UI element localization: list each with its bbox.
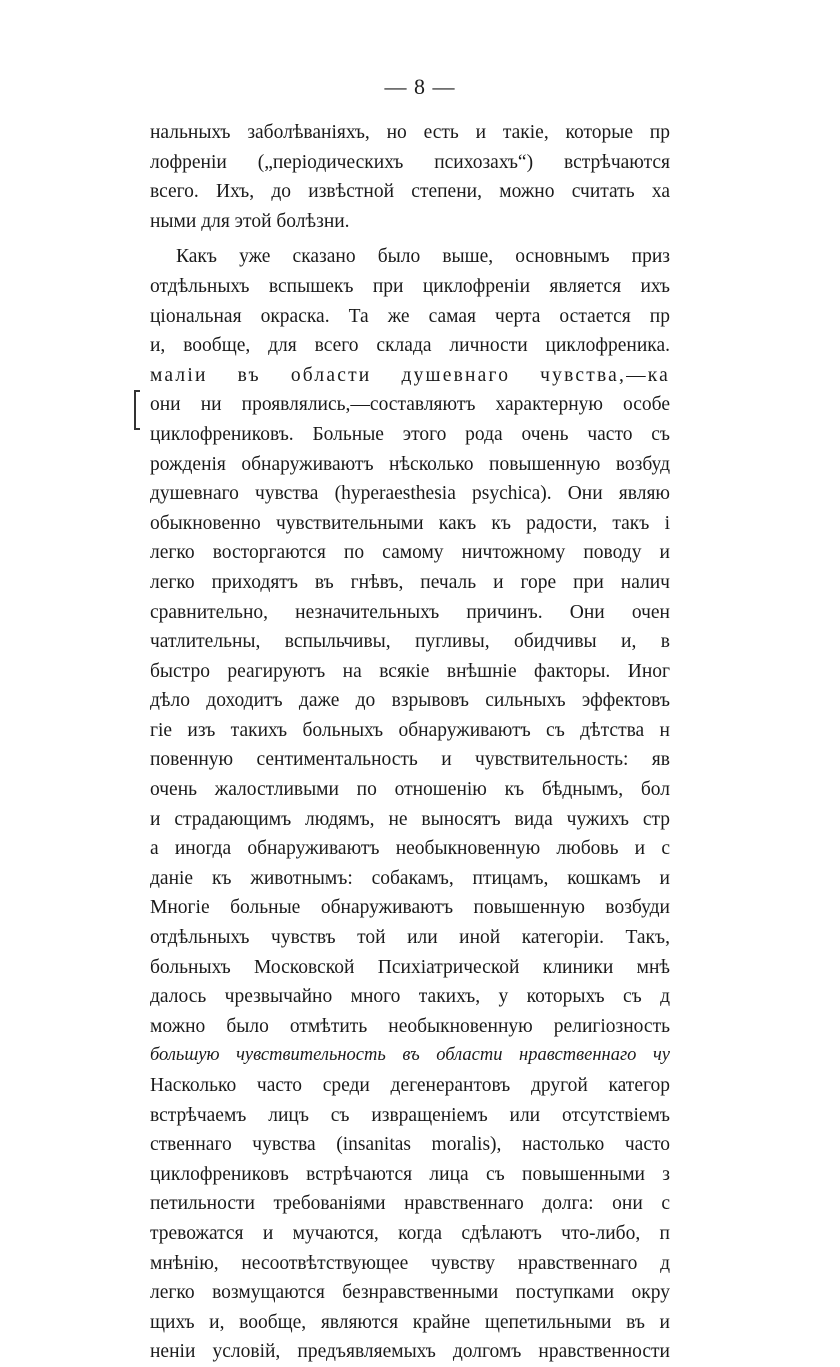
text-line: щихъ и, вообще, являются крайне щепетильными въ и: [150, 1311, 670, 1333]
text-line: большую чувствительность въ области нравственнаго чу: [150, 1045, 670, 1066]
text-column: [150, 118, 670, 1363]
text-line: они ни проявлялись,—составляютъ характерную особе: [150, 394, 670, 416]
text-line: легко восторгаются по самому ничтожному поводу и: [150, 542, 670, 564]
text-line: дѣло доходитъ даже до взрывовъ сильныхъ эффектовъ: [150, 690, 670, 712]
text-line: неніи условій, предъявляемыхъ долгомъ нравственности: [150, 1341, 670, 1363]
text-line: отдѣльныхъ вспышекъ при циклофреніи является ихъ: [150, 275, 670, 297]
text-line: маліи въ области душевнаго чувства,—ка: [150, 364, 670, 386]
text-line: Многіе больные обнаруживаютъ повышенную возбуди: [150, 897, 670, 919]
text-line: встрѣчаемъ лицъ съ извращеніемъ или отсутствіемъ: [150, 1104, 670, 1126]
text-line: обыкновенно чувствительными какъ къ радости, такъ і: [150, 512, 670, 534]
text-line: душевнаго чувства (hyperaesthesia psychica). Они являю: [150, 483, 670, 505]
text-line: нальныхъ заболѣваніяхъ, но есть и такіе, которые пр: [150, 122, 670, 143]
text-line: больныхъ Московской Психіатрической клиники мнѣ: [150, 956, 670, 978]
text-line: лофреніи („періодическихъ психозахъ“) встрѣчаются: [150, 151, 670, 173]
text-line: а иногда обнаруживаютъ необыкновенную любовь и с: [150, 838, 670, 860]
text-line: легко возмущаются безнравственными поступками окру: [150, 1282, 670, 1304]
page-number: — 8 —: [384, 74, 456, 99]
text-line: рожденія обнаруживаютъ нѣсколько повышенную возбуд: [150, 453, 670, 475]
text-line: и, вообще, для всего склада личности циклофреника.: [150, 335, 670, 357]
text-line: Насколько часто среди дегенерантовъ другой категор: [150, 1075, 670, 1096]
text-line: сравнительно, незначительныхъ причинъ. Они очен: [150, 601, 670, 623]
text-line: циклофрениковъ. Больные этого рода очень часто съ: [150, 423, 670, 445]
text-line: ными для этой болѣзни.: [150, 210, 350, 232]
text-line: всего. Ихъ, до извѣстной степени, можно считать ха: [150, 181, 670, 203]
text-line: даніе къ животнымъ: собакамъ, птицамъ, кошкамъ и: [150, 867, 670, 889]
text-line: очень жалостливыми по отношенію къ бѣднымъ, бол: [150, 779, 670, 801]
text-line: отдѣльныхъ чувствъ той или иной категоріи. Такъ,: [150, 927, 670, 949]
text-line: повенную сентиментальность и чувствительность: яв: [150, 749, 670, 771]
text-line: и страдающимъ людямъ, не выносятъ вида чужихъ стр: [150, 808, 670, 830]
text-line: циклофрениковъ встрѣчаются лица съ повышенными з: [150, 1163, 670, 1185]
text-line: быстро реагируютъ на всякіе внѣшніе факторы. Иног: [150, 660, 670, 682]
text-line: можно было отмѣтить необыкновенную религіозность: [150, 1015, 670, 1037]
text-line: далось чрезвычайно много такихъ, у которыхъ съ д: [150, 986, 670, 1008]
text-line: легко приходятъ въ гнѣвъ, печаль и горе при налич: [150, 571, 670, 593]
text-line: мнѣнію, несоотвѣтствующее чувству нравственнаго д: [150, 1252, 670, 1274]
margin-mark: [134, 390, 140, 430]
text-line: Какъ уже сказано было выше, основнымъ приз: [176, 246, 670, 268]
text-line: чатлительны, вспыльчивы, пугливы, обидчивы и, в: [150, 631, 670, 653]
text-line: тревожатся и мучаются, когда сдѣлаютъ что-либо, п: [150, 1222, 670, 1244]
text-line: ственнаго чувства (insanitas moralis), настолько часто: [150, 1134, 670, 1156]
text-line: ціональная окраска. Та же самая черта остается пр: [150, 305, 670, 327]
text-line: гіе изъ такихъ больныхъ обнаруживаютъ съ дѣтства н: [150, 719, 670, 741]
text-line: петильности требованіями нравственнаго долга: они с: [150, 1193, 670, 1215]
